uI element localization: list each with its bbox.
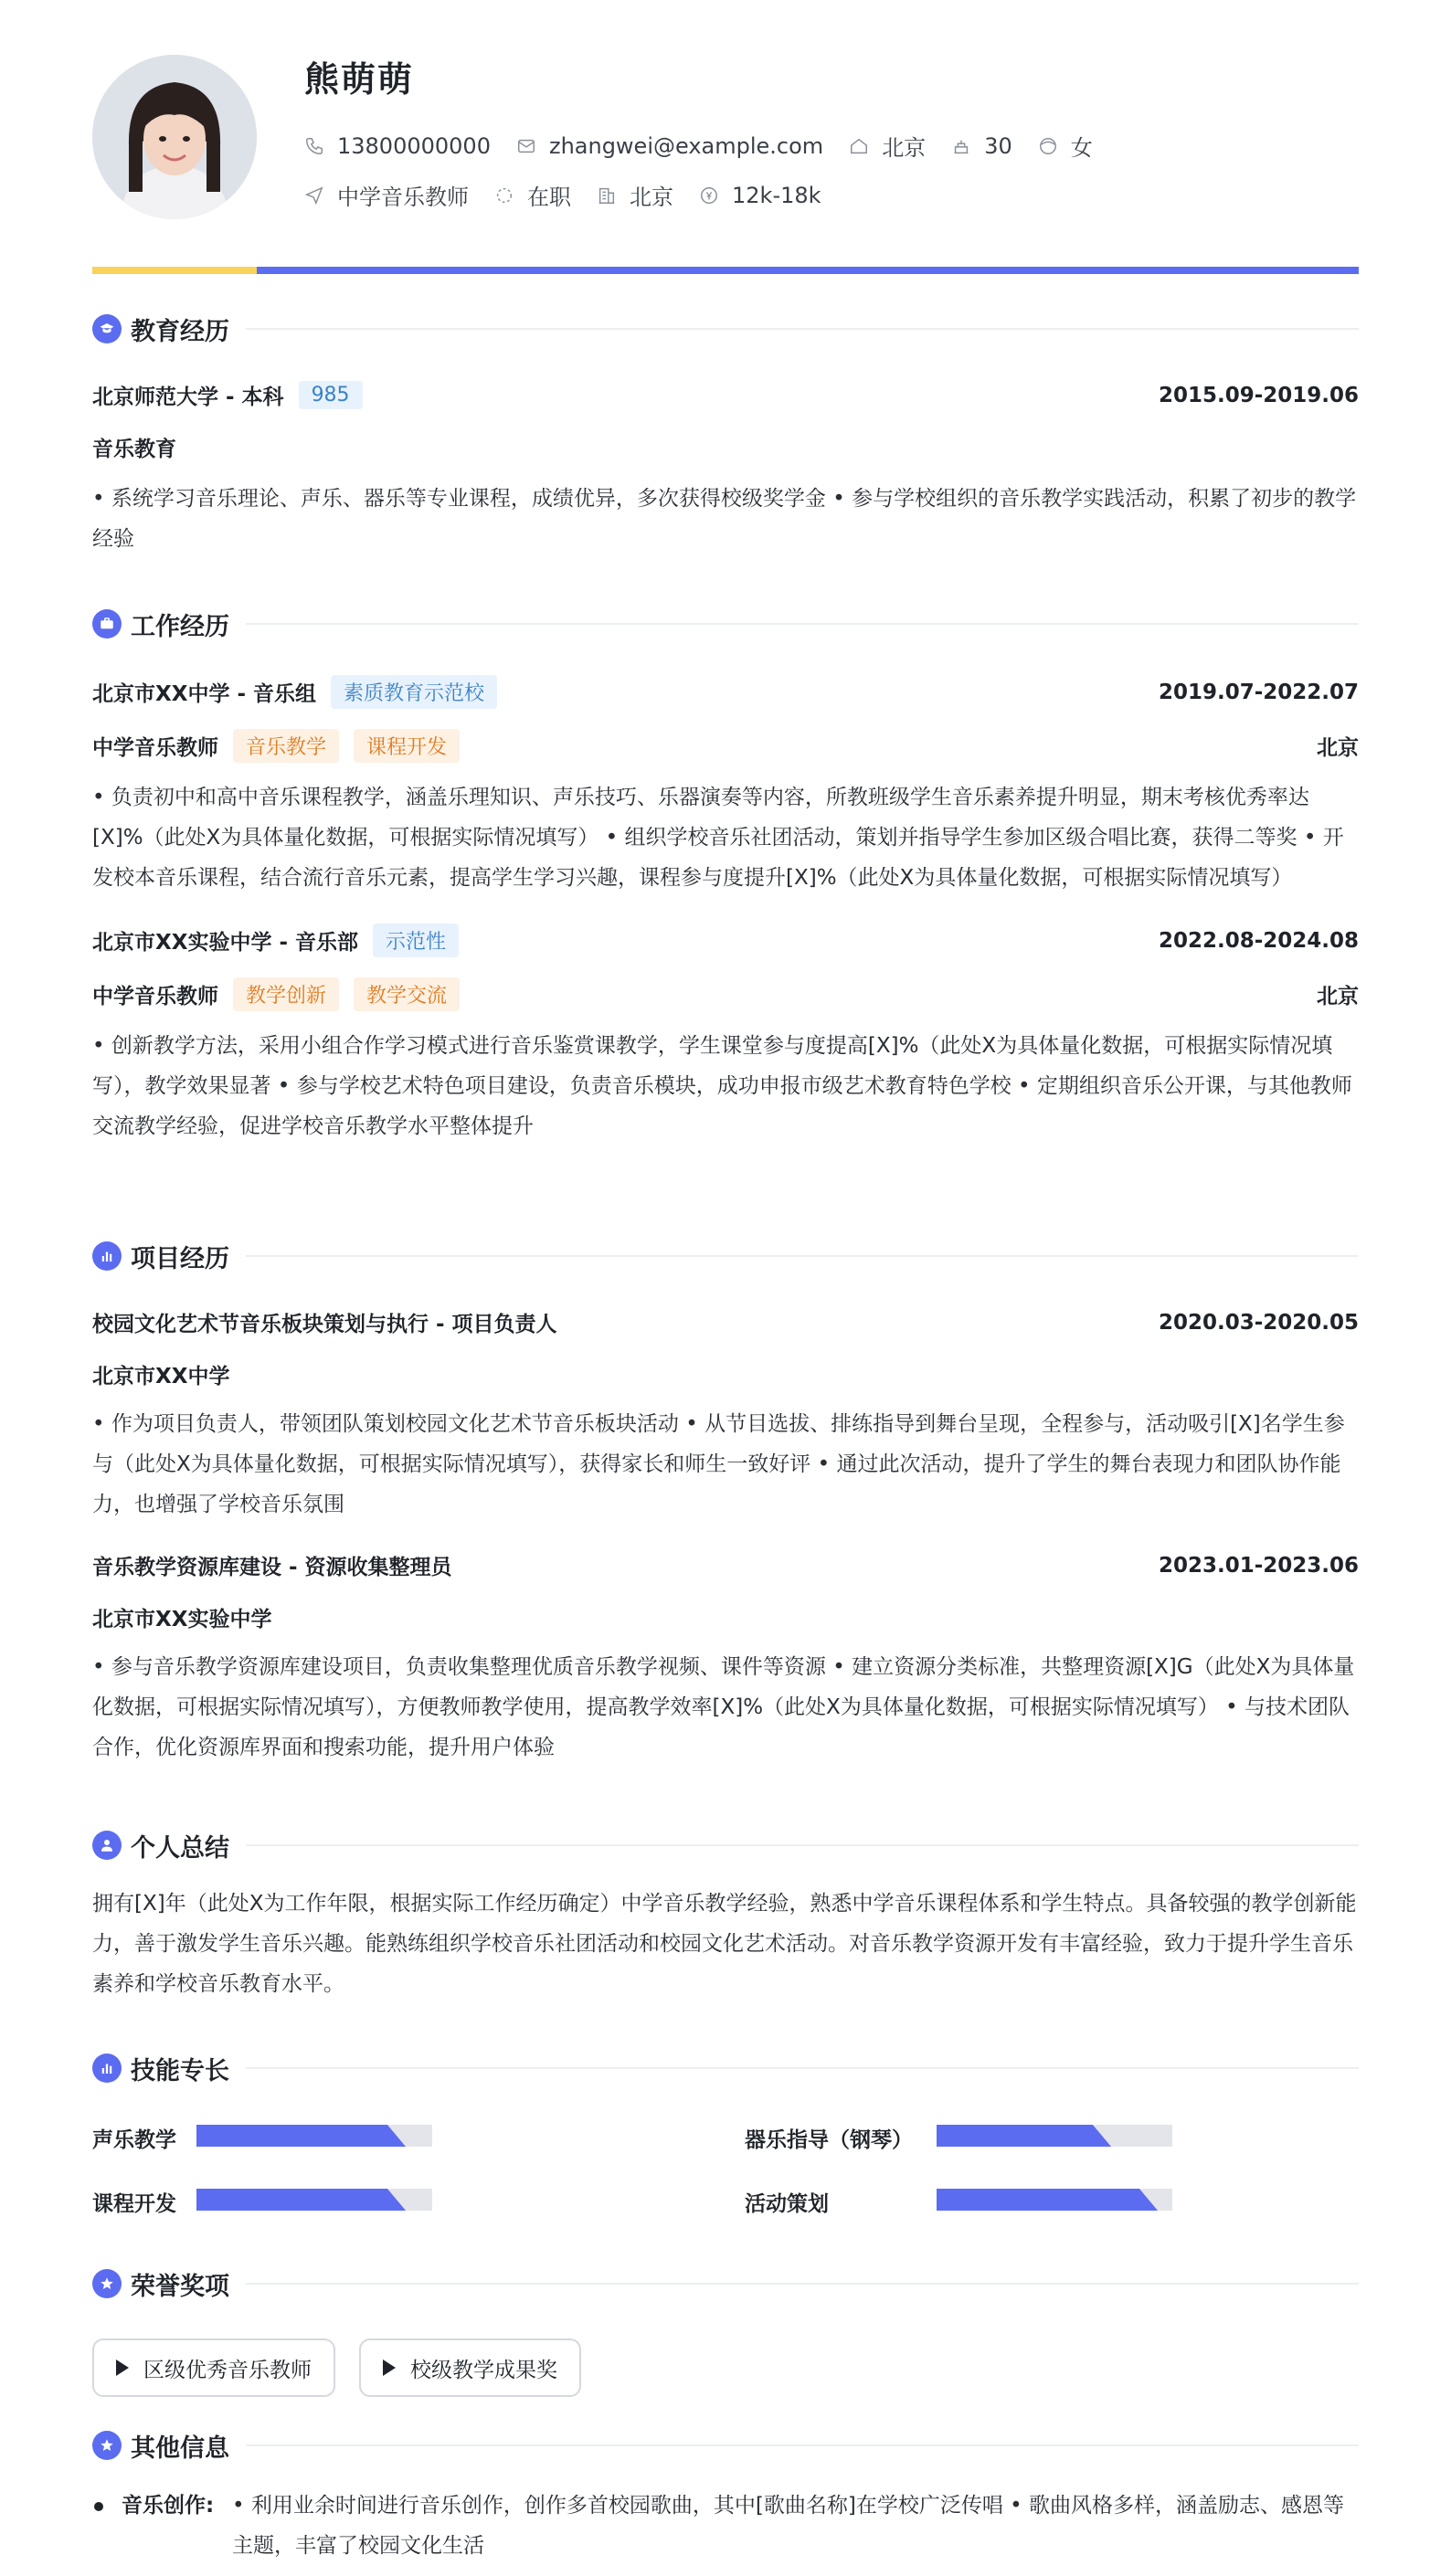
work-role-row (92, 977, 1359, 1011)
section-header (92, 606, 1359, 642)
job-row (304, 179, 847, 211)
other-label: 音乐创作: (122, 2494, 215, 2518)
city-text: 北京 (882, 135, 927, 161)
summary-section (92, 1827, 1359, 2004)
project-entry (92, 1550, 1359, 1768)
resume-header (92, 0, 1359, 265)
work-date: 2022.08-2024.08 (1158, 928, 1359, 953)
role-name: 中学音乐教师 (92, 985, 218, 1008)
header-divider (92, 267, 1359, 274)
section-divider (246, 2444, 1359, 2446)
section-title: 其他信息 (131, 2433, 229, 2463)
user-icon (92, 1831, 122, 1860)
phone-text: 13800000000 (337, 132, 491, 159)
education-school (92, 380, 363, 410)
skill-level-fill (937, 2189, 1138, 2211)
award-badge (92, 2338, 335, 2397)
section-header (92, 2265, 1359, 2302)
awards-section (92, 2265, 1359, 2402)
skill-bar (937, 2125, 1172, 2147)
skills-section (92, 2050, 1359, 2242)
work-entry-header (92, 675, 1359, 709)
skill-bar (196, 2189, 432, 2211)
work-role (92, 729, 460, 763)
bar-chart-icon (92, 1241, 122, 1271)
section-header (92, 1827, 1359, 1863)
education-major: 音乐教育 (92, 438, 176, 461)
work-location: 北京 (1317, 985, 1359, 1008)
bullet-dot (94, 2502, 103, 2511)
email-text: zhangwei@example.com (548, 132, 824, 159)
project-org: 北京市XX实验中学 (92, 1608, 272, 1631)
award-badge (359, 2338, 581, 2397)
skill-name: 器乐指导（钢琴） (745, 2128, 913, 2152)
project-desc: • 作为项目负责人，带领团队策划校园文化艺术节音乐板块活动 • 从节目选拔、排练指导到舞台呈现，全程参与，活动吸引[X]名学生参与（此处X为具体量化数据，可根据实际情况填写），获得家长和师生一致好评 • 通过此次活动，提升了学生的舞台表现力和团队协作能力，也增强了学校音乐氛围 (92, 1412, 1345, 1516)
job-title-text: 中学音乐教师 (337, 185, 469, 210)
section-title: 工作经历 (131, 612, 229, 641)
section-title: 荣誉奖项 (131, 2272, 229, 2301)
role-tag: 教学创新 (233, 977, 339, 1011)
education-entry-header (92, 380, 1359, 410)
skill-level-fill (196, 2125, 386, 2147)
section-divider (246, 2067, 1359, 2069)
status-icon (494, 185, 514, 206)
skill-bar (196, 2125, 432, 2147)
face-icon (1038, 136, 1058, 156)
phone-icon (304, 136, 324, 156)
skill-bar (937, 2189, 1172, 2211)
send-icon (304, 185, 324, 206)
org-tag: 示范性 (373, 924, 459, 957)
projects-section (92, 1238, 1359, 1768)
other-text: • 利用业余时间进行音乐创作，创作多首校园歌曲，其中[歌曲名称]在学校广泛传唱 • 歌曲风格多样，涵盖励志、感恩等主题，丰富了校园文化生活 (232, 2494, 1345, 2558)
project-header (92, 1550, 1359, 1580)
summary-text: 拥有[X]年（此处X为工作年限，根据实际工作经历确定）中学音乐教学经验，熟悉中学音乐课程体系和学生特点。具备较强的教学创新能力，善于激发学生音乐兴趣。能熟练组织学校音乐社团活动和校园文化艺术活动。对音乐教学资源开发有丰富经验，致力于提升学生音乐素养和学校音乐教育水平。 (92, 1892, 1357, 1996)
project-header (92, 1307, 1359, 1337)
section-title: 个人总结 (131, 1833, 229, 1863)
role-tag: 音乐教学 (233, 729, 339, 763)
avatar-photo (92, 55, 257, 219)
section-header (92, 311, 1359, 347)
coin-icon (699, 185, 719, 206)
award-icon (92, 2269, 122, 2298)
phone-item[interactable] (304, 133, 491, 159)
contact-row (304, 130, 1118, 162)
project-desc: • 参与音乐教学资源库建设项目，负责收集整理优质音乐教学视频、课件等资源 • 建立资源分类标准，共整理资源[X]G（此处X为具体量化数据，可根据实际情况填写），方便教师教学使用，提高教学效率[X]%（此处X为具体量化数据，可根据实际情况填写） • 与技术团队合作，优化资源库界面和搜索功能，提升用户体验 (92, 1655, 1355, 1759)
salary-text: 12k-18k (732, 182, 821, 208)
divider-accent-blue (257, 267, 1359, 274)
cake-icon (951, 136, 971, 156)
org-tag: 素质教育示范校 (331, 675, 497, 709)
award-label: 校级教学成果奖 (410, 2358, 557, 2382)
other-section (92, 2427, 1359, 2566)
work-location: 北京 (1317, 736, 1359, 760)
section-divider (246, 1844, 1359, 1846)
skill-level-fill (937, 2125, 1091, 2147)
status-text: 在职 (527, 185, 571, 210)
project-date: 2020.03-2020.05 (1158, 1310, 1359, 1335)
section-header (92, 2050, 1359, 2086)
award-label: 区级优秀音乐教师 (143, 2358, 312, 2382)
work-desc: • 负责初中和高中音乐课程教学，涵盖乐理知识、声乐技巧、乐器演奏等内容，所教班级学生音乐素养提升明显，期末考核优秀率达[X]%（此处X为具体量化数据，可根据实际情况填写） • 组织学校音乐社团活动，策划并指导学生参加区级合唱比赛，获得二等奖 • 开发校本音乐课程，结合流行音乐元素，提高学生学习兴趣，课程参与度提升[X]%（此处X为具体量化数据，可根据实际情况填写） (92, 786, 1344, 890)
org-name: 北京市XX中学 - 音乐组 (92, 682, 317, 706)
work-org (92, 675, 497, 709)
age-item (951, 133, 1012, 159)
avatar (92, 55, 257, 219)
skill-item (92, 2123, 176, 2153)
work-date: 2019.07-2022.07 (1158, 680, 1359, 704)
work-entry (92, 924, 1359, 1146)
other-item (92, 2486, 1359, 2566)
work-section (92, 606, 1359, 1146)
graduation-cap-icon (92, 314, 122, 343)
building-icon (597, 185, 617, 206)
bar-chart-icon (92, 2053, 122, 2083)
org-name: 北京市XX实验中学 - 音乐部 (92, 931, 359, 955)
home-icon (849, 136, 869, 156)
award-icon (92, 2431, 122, 2460)
divider-accent-yellow (92, 267, 257, 274)
role-name: 中学音乐教师 (92, 736, 218, 760)
salary-item (699, 183, 821, 208)
play-icon (383, 2360, 396, 2376)
work-entry (92, 675, 1359, 898)
skill-name: 课程开发 (92, 2192, 176, 2216)
candidate-name: 熊萌萌 (304, 59, 415, 100)
section-header (92, 2427, 1359, 2464)
play-icon (116, 2360, 129, 2376)
city-item (849, 130, 926, 162)
section-divider (246, 328, 1359, 330)
work-desc: • 创新教学方法，采用小组合作学习模式进行音乐鉴赏课教学，学生课堂参与度提高[X]%（此处X为具体量化数据，可根据实际情况填写），教学效果显著 • 参与学校艺术特色项目建设，负责音乐模块，成功申报市级艺术教育特色学校 • 定期组织音乐公开课，与其他教师交流教学经验，促进学校音乐教学水平整体提升 (92, 1034, 1352, 1138)
section-title: 项目经历 (131, 1244, 229, 1273)
email-item[interactable] (516, 133, 823, 159)
section-divider (246, 1255, 1359, 1257)
education-section (92, 311, 1359, 559)
role-tag: 教学交流 (354, 977, 460, 1011)
project-entry (92, 1307, 1359, 1525)
gender-item (1038, 130, 1093, 162)
mail-icon (516, 136, 536, 156)
work-org (92, 924, 459, 957)
skill-item (745, 2187, 829, 2217)
section-title: 技能专长 (131, 2056, 229, 2085)
skill-name: 声乐教学 (92, 2128, 176, 2152)
section-header (92, 1238, 1359, 1274)
skill-name: 活动策划 (745, 2192, 829, 2216)
section-title: 教育经历 (131, 317, 229, 346)
project-title: 音乐教学资源库建设 - 资源收集整理员 (92, 1556, 452, 1579)
project-title: 校园文化艺术节音乐板块策划与执行 - 项目负责人 (92, 1313, 557, 1336)
job-title-item (304, 179, 469, 211)
skill-item (92, 2187, 176, 2217)
project-date: 2023.01-2023.06 (1158, 1553, 1359, 1578)
section-divider (246, 2283, 1359, 2285)
age-text: 30 (984, 132, 1012, 159)
status-item (494, 179, 571, 211)
skill-item (745, 2123, 913, 2153)
school-name: 北京师范大学 - 本科 (92, 385, 284, 409)
work-city-item (597, 179, 673, 211)
school-tag: 985 (299, 381, 363, 409)
section-divider (246, 623, 1359, 625)
project-org: 北京市XX中学 (92, 1365, 230, 1388)
education-desc: • 系统学习音乐理论、声乐、器乐等专业课程，成绩优异，多次获得校级奖学金 • 参与学校组织的音乐教学实践活动，积累了初步的教学经验 (92, 487, 1357, 551)
work-entry-header (92, 924, 1359, 957)
briefcase-icon (92, 609, 122, 639)
work-role (92, 977, 460, 1011)
gender-text: 女 (1070, 135, 1093, 161)
education-date: 2015.09-2019.06 (1158, 383, 1359, 407)
skill-level-fill (196, 2189, 386, 2211)
work-city-text: 北京 (630, 185, 673, 210)
work-role-row (92, 729, 1359, 763)
role-tag: 课程开发 (354, 729, 460, 763)
